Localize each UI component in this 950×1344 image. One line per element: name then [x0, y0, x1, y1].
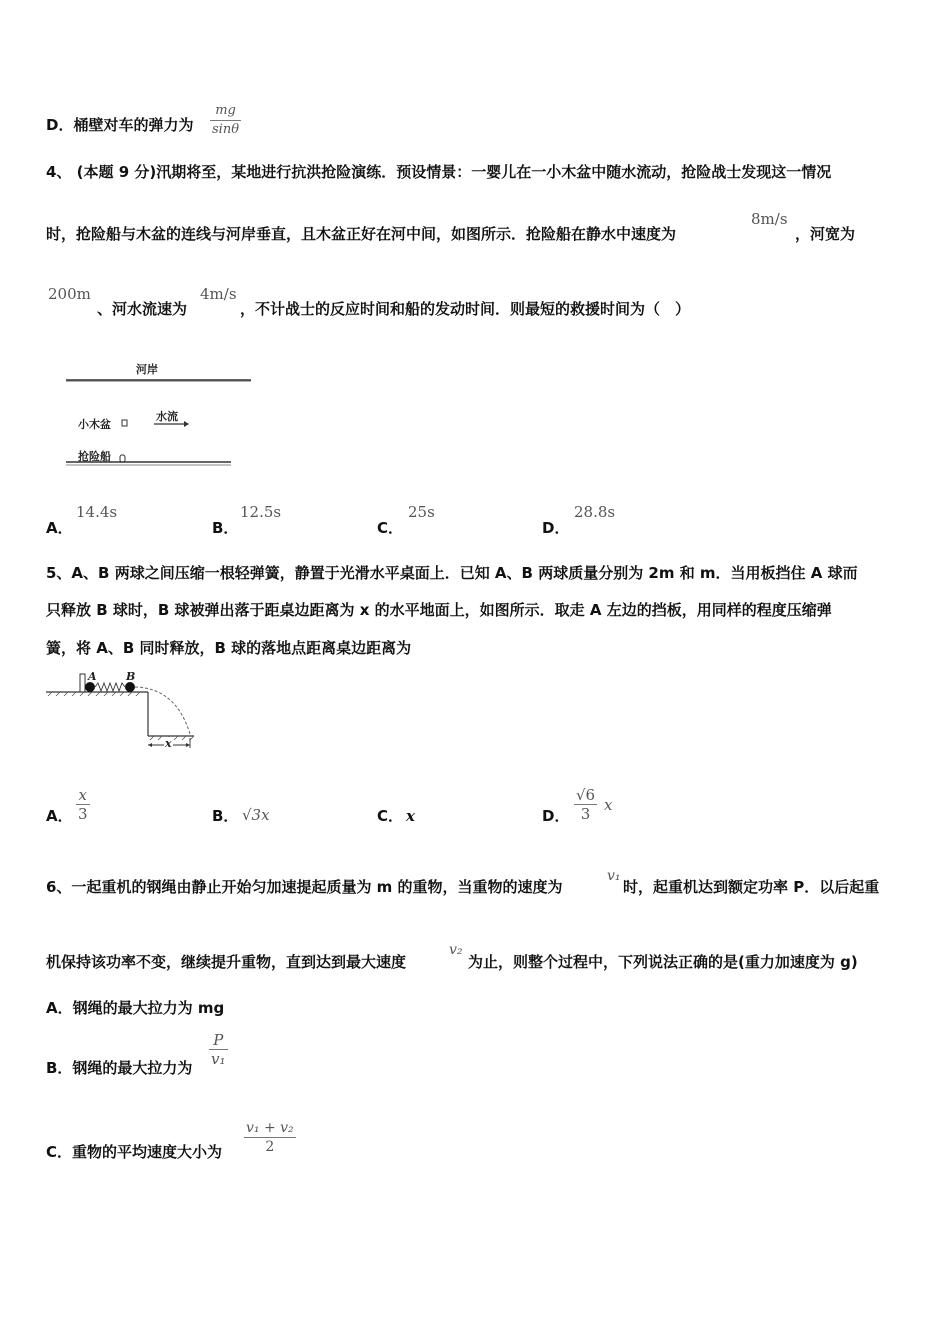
fraction-numerator: √6	[576, 786, 596, 804]
q4-line-2: 时，抢险船与木盆的连线与河岸垂直，且木盆正好在河中间，如图所示．抢险船在静水中速度为	[46, 225, 677, 243]
ball-a	[85, 682, 95, 692]
boat-icon	[120, 455, 125, 462]
q6-option-b-fraction	[209, 1031, 228, 1068]
q3-option-d-text: 桶壁对车的弹力为	[73, 116, 194, 134]
trajectory	[135, 687, 190, 734]
q6-line-2a: 机保持该功率不变，继续提升重物，直到达到最大速度	[46, 953, 407, 971]
q6-line-1b: 时，起重机达到额定功率 P．以后起重	[623, 878, 880, 896]
boat-label: 抢险船	[78, 450, 111, 463]
fraction-numerator: P	[213, 1031, 224, 1049]
q4-option-a-label: A．	[46, 519, 73, 537]
q6-v1: v₁	[607, 868, 621, 884]
q4-line-1: 4、 (本题 9 分)汛期将至，某地进行抗洪抢险演练．预设情景：一婴儿在一小木盆中随水流动，抢险战士发现这一情况	[46, 163, 832, 181]
basin-icon	[122, 420, 127, 426]
q4-option-c-label: C．	[377, 519, 404, 537]
blocking-plate	[80, 674, 85, 692]
flow-label: 水流	[156, 410, 178, 423]
q5-option-c-value: x	[406, 807, 415, 825]
ball-b	[125, 682, 135, 692]
q5-option-d-fraction	[574, 786, 597, 823]
q4-line-3b: ，不计战士的反应时间和船的发动时间．则最短的救援时间为（ ）	[240, 300, 691, 318]
spring	[95, 683, 125, 691]
fraction-numerator: mg	[215, 103, 236, 118]
basin-label: 小木盆	[78, 418, 111, 431]
fraction-denominator: v₁	[211, 1050, 226, 1068]
q5-line-3: 簧，将 A、B 同时释放，B 球的落地点距离桌边距离为	[46, 639, 412, 657]
q6-v2: v₂	[449, 942, 463, 958]
fraction-denominator: 3	[580, 805, 591, 823]
q4-river-figure	[46, 350, 256, 475]
ball-b-label: B	[126, 670, 136, 683]
q6-option-b: B．钢绳的最大拉力为	[46, 1059, 193, 1077]
q5-spring-figure	[46, 668, 206, 758]
q6-line-2b: 为止，则整个过程中，下列说法正确的是(重力加速度为 g)	[468, 953, 858, 971]
q5-line-1: 5、A、B 两球之间压缩一根轻弹簧，静置于光滑水平桌面上．已知 A、B 两球质量分别为 2m 和 m．当用板挡住 A 球而	[46, 564, 858, 582]
q4-line-3a: 、河水流速为	[97, 300, 188, 318]
fraction-denominator: sinθ	[212, 122, 240, 137]
q5-option-d-suffix: x	[604, 796, 613, 814]
q4-option-d-label: D．	[542, 519, 570, 537]
q4-speed-flow: 4m/s	[200, 285, 237, 303]
fraction-denominator: 3	[78, 805, 88, 823]
q5-option-a-fraction	[76, 786, 90, 823]
fraction-denominator: 2	[265, 1139, 275, 1155]
q6-line-1a: 6、一起重机的钢绳由静止开始匀加速提起质量为 m 的重物，当重物的速度为	[46, 878, 563, 896]
q5-line-2: 只释放 B 球时，B 球被弹出落于距桌边距离为 x 的水平地面上，如图所示．取走 A 左边的挡板，用同样的程度压缩弹	[46, 601, 832, 619]
fraction-numerator: x	[78, 786, 87, 804]
q4-river-width: 200m	[48, 285, 91, 303]
q4-option-d-value: 28.8s	[574, 503, 616, 521]
q4-speed-still: 8m/s	[751, 210, 788, 228]
q6-option-c: C．重物的平均速度大小为	[46, 1143, 223, 1161]
distance-label: x	[165, 737, 172, 750]
q4-line-2-end: ，河宽为	[795, 225, 856, 243]
q5-option-a-label: A．	[46, 807, 73, 825]
q3-option-d	[46, 115, 193, 135]
q4-option-b-value: 12.5s	[240, 503, 282, 521]
ball-a-label: A	[88, 670, 97, 683]
fraction-numerator: v₁ + v₂	[246, 1120, 294, 1136]
q4-option-c-value: 25s	[408, 503, 435, 521]
q5-option-b-value: √3x	[242, 806, 270, 824]
q3-option-d-fraction	[210, 102, 241, 139]
q5-option-c-label: C．	[377, 807, 404, 825]
q4-option-b-label: B．	[212, 519, 239, 537]
bank-label: 河岸	[136, 363, 158, 376]
q6-option-a: A．钢绳的最大拉力为 mg	[46, 999, 225, 1017]
q6-option-c-fraction	[244, 1119, 296, 1156]
q5-option-b-label: B．	[212, 807, 239, 825]
q4-option-a-value: 14.4s	[76, 503, 118, 521]
q3-option-d-label: D．	[46, 116, 74, 134]
q5-option-d-label: D．	[542, 807, 570, 825]
